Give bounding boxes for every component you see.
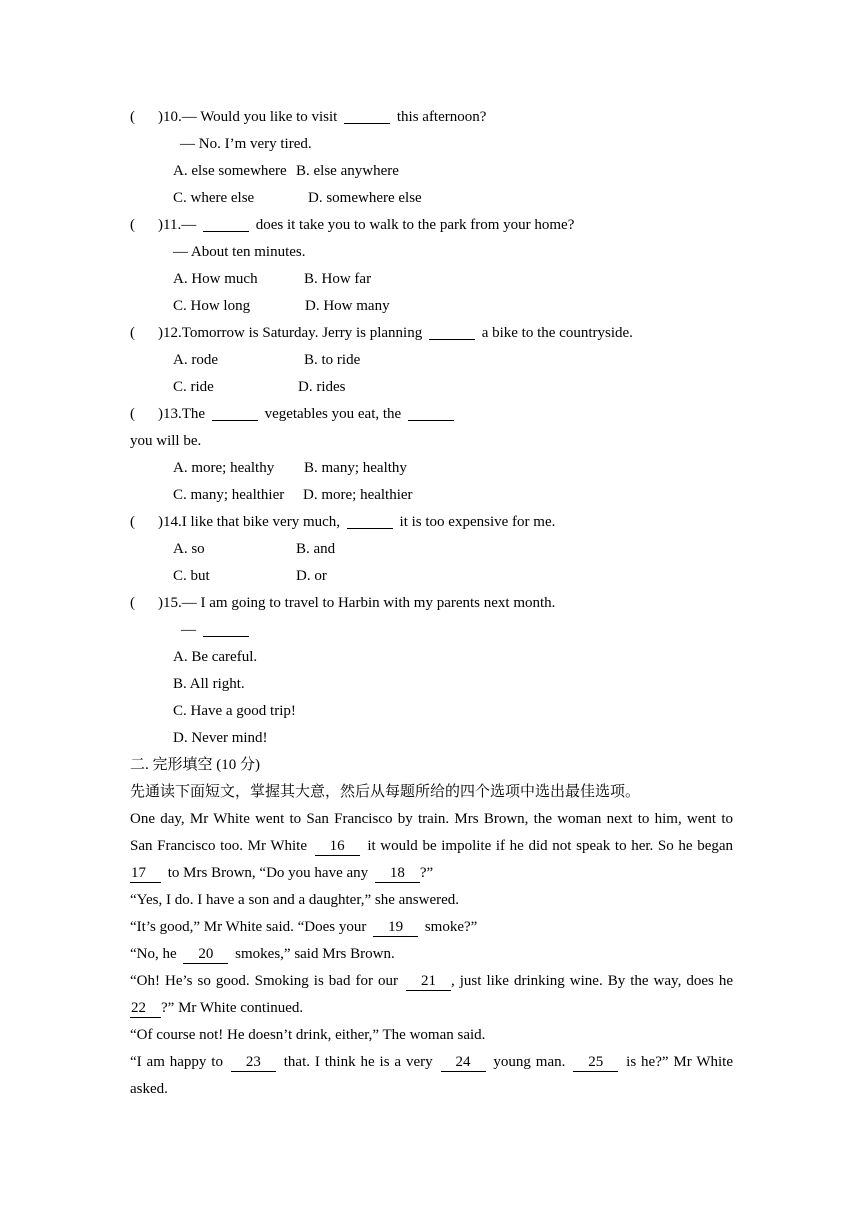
- question-14-options-cd: [130, 563, 733, 590]
- question-text: — I am going to travel to Harbin with my parents next month.: [181, 595, 556, 611]
- section-heading: [130, 752, 733, 779]
- question-text: I like that bike very much,: [181, 514, 341, 530]
- passage-text: smokes,” said Mrs Brown.: [235, 946, 395, 962]
- option-a: A. more; healthy: [173, 460, 275, 476]
- question-number: )11.: [158, 217, 182, 233]
- answer-blank: [203, 636, 249, 637]
- answer-paren: (: [130, 217, 135, 233]
- question-text: a bike to the countryside.: [481, 325, 633, 341]
- answer-paren: (: [130, 109, 135, 125]
- question-number: )10.: [158, 109, 182, 125]
- cloze-blank-20: 20: [183, 946, 228, 964]
- question-12-options-ab: [130, 347, 733, 374]
- question-text: it is too expensive for me.: [399, 514, 556, 530]
- passage-line: [130, 968, 733, 995]
- answer-blank: [429, 339, 475, 340]
- question-13-options-ab: [130, 455, 733, 482]
- question-text: this afternoon?: [396, 109, 487, 125]
- option-a: A. else somewhere: [173, 163, 287, 179]
- passage-text: One day, Mr White went to San Francisco by train. Mrs Brown, the woman next to him, went to: [130, 811, 733, 827]
- option-d: D. or: [296, 568, 327, 584]
- cloze-blank-19: 19: [373, 919, 418, 937]
- section-instructions: [130, 779, 733, 806]
- question-13-stem-continued: [130, 428, 733, 455]
- passage-text: it would be impolite if he did not speak to her. So he began: [367, 838, 734, 854]
- cloze-blank-24: 24: [441, 1054, 486, 1072]
- option-a: A. so: [173, 541, 205, 557]
- option-c: C. where else: [173, 190, 255, 206]
- question-11-stem: [130, 212, 733, 239]
- passage-line: [130, 995, 733, 1022]
- passage-text: ?”: [419, 865, 434, 881]
- passage-text: San Francisco too. Mr White: [130, 838, 308, 854]
- question-15-stem: [130, 590, 733, 617]
- passage-text: is he?” Mr White: [626, 1054, 734, 1070]
- option-c: C. many; healthier: [173, 487, 285, 503]
- question-text: vegetables you eat, the: [264, 406, 402, 422]
- question-text: —: [181, 217, 197, 233]
- option-d: D. more; healthier: [303, 487, 413, 503]
- cloze-blank-21: 21: [406, 973, 451, 991]
- cloze-blank-17: 17: [130, 865, 161, 883]
- question-15-option-c: [130, 698, 733, 725]
- passage-text: to Mrs Brown, “Do you have any: [167, 865, 369, 881]
- question-number: )12.: [158, 325, 182, 341]
- option-d: D. How many: [305, 298, 390, 314]
- question-15-option-b: [130, 671, 733, 698]
- reply-text: — About ten minutes.: [173, 244, 306, 260]
- question-11-options-ab: [130, 266, 733, 293]
- question-10-stem: [130, 104, 733, 131]
- answer-blank: [344, 123, 390, 124]
- passage-line: [130, 1022, 733, 1049]
- question-15-option-a: [130, 644, 733, 671]
- option-a: A. Be careful.: [173, 649, 258, 665]
- passage-line: [130, 914, 733, 941]
- question-number: )13.: [158, 406, 182, 422]
- cloze-blank-22: 22: [130, 1000, 161, 1018]
- reply-text: — No. I’m very tired.: [180, 136, 312, 152]
- question-10-options-ab: [130, 158, 733, 185]
- question-text: does it take you to walk to the park from your home?: [255, 217, 575, 233]
- option-b: B. else anywhere: [296, 163, 399, 179]
- question-number: )14.: [158, 514, 182, 530]
- answer-blank: [212, 420, 258, 421]
- option-c: C. Have a good trip!: [173, 703, 296, 719]
- passage-line: [130, 833, 733, 860]
- passage-text: asked.: [130, 1081, 168, 1097]
- passage-text: “No, he: [130, 946, 177, 962]
- passage-line: [130, 887, 733, 914]
- option-d: D. rides: [298, 379, 346, 395]
- question-14-stem: [130, 509, 733, 536]
- option-b: B. to ride: [304, 352, 361, 368]
- option-c: C. but: [173, 568, 210, 584]
- question-10-options-cd: [130, 185, 733, 212]
- question-15-option-d: [130, 725, 733, 752]
- cloze-blank-23: 23: [231, 1054, 276, 1072]
- question-number: )15.: [158, 595, 182, 611]
- passage-text: , just like drinking wine. By the way, does he: [451, 973, 733, 989]
- answer-paren: (: [130, 514, 135, 530]
- passage-text: “I am happy to: [130, 1054, 223, 1070]
- passage-line: [130, 941, 733, 968]
- passage-text: smoke?”: [424, 919, 478, 935]
- question-text: The: [181, 406, 206, 422]
- option-b: B. All right.: [173, 676, 245, 692]
- answer-blank: [408, 420, 454, 421]
- passage-text: young man.: [493, 1054, 566, 1070]
- question-15-reply: [130, 617, 733, 644]
- cloze-blank-18: 18: [375, 865, 420, 883]
- question-10-reply: [130, 131, 733, 158]
- answer-paren: (: [130, 325, 135, 341]
- section-heading-text: 二. 完形填空 (10 分): [130, 757, 260, 773]
- passage-text: “Oh! He’s so good. Smoking is bad for our: [130, 973, 398, 989]
- question-13-stem: [130, 401, 733, 428]
- answer-blank: [347, 528, 393, 529]
- question-text: you will be.: [130, 433, 202, 449]
- question-text: — Would you like to visit: [181, 109, 338, 125]
- passage-line: [130, 860, 733, 887]
- passage-text: “Of course not! He doesn’t drink, either,” The woman said.: [130, 1027, 486, 1043]
- question-11-options-cd: [130, 293, 733, 320]
- question-11-reply: [130, 239, 733, 266]
- passage-text: “It’s good,” Mr White said. “Does your: [130, 919, 367, 935]
- option-c: C. How long: [173, 298, 251, 314]
- instructions-text: 先通读下面短文，掌握其大意，然后从每题所给的四个选项中选出最佳选项。: [130, 784, 641, 800]
- passage-text: that. I think he is a very: [283, 1054, 433, 1070]
- option-b: B. and: [296, 541, 336, 557]
- question-13-options-cd: [130, 482, 733, 509]
- passage-line: [130, 806, 733, 833]
- option-b: B. How far: [304, 271, 372, 287]
- option-d: D. somewhere else: [308, 190, 422, 206]
- question-text: Tomorrow is Saturday. Jerry is planning: [181, 325, 423, 341]
- cloze-blank-25: 25: [573, 1054, 618, 1072]
- passage-text: “Yes, I do. I have a son and a daughter,” she answered.: [130, 892, 460, 908]
- option-a: A. rode: [173, 352, 218, 368]
- passage-line: [130, 1049, 733, 1076]
- passage-line: [130, 1076, 733, 1103]
- question-14-options-ab: [130, 536, 733, 563]
- cloze-blank-16: 16: [315, 838, 360, 856]
- question-12-stem: [130, 320, 733, 347]
- option-a: A. How much: [173, 271, 258, 287]
- reply-text: —: [181, 622, 196, 638]
- answer-paren: (: [130, 595, 135, 611]
- option-d: D. Never mind!: [173, 730, 268, 746]
- answer-blank: [203, 231, 249, 232]
- answer-paren: (: [130, 406, 135, 422]
- option-c: C. ride: [173, 379, 214, 395]
- passage-text: ?” Mr White continued.: [161, 1000, 304, 1016]
- option-b: B. many; healthy: [304, 460, 407, 476]
- question-12-options-cd: [130, 374, 733, 401]
- exam-sheet: [130, 104, 733, 1103]
